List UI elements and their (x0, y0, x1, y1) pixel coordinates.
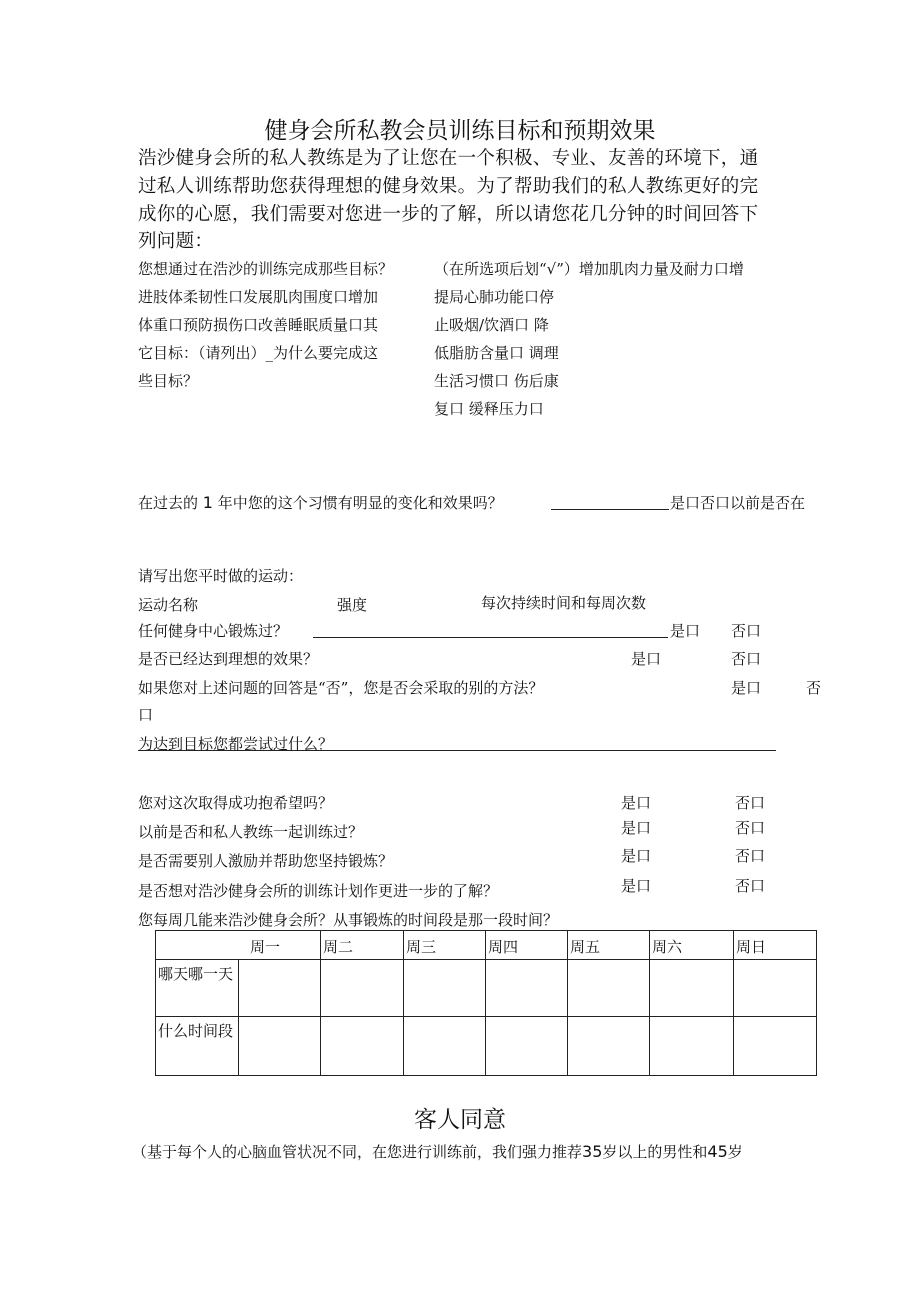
schedule-day-sun: 周日 (734, 931, 817, 960)
schedule-day-wed: 周三 (404, 931, 486, 960)
pt-before-no[interactable]: 否口 (735, 819, 766, 837)
schedule-row-time-label: 什么时间段 (156, 1017, 239, 1076)
schedule-cell[interactable] (568, 1017, 650, 1076)
schedule-day-fri: 周五 (568, 931, 650, 960)
need-motivation-yes[interactable]: 是口 (621, 847, 652, 865)
habit-question-after: 年中您的这个习惯有明显的变化和效果吗？ (217, 494, 503, 512)
learn-plan-yes[interactable]: 是口 (621, 877, 652, 895)
other-methods-yes[interactable]: 是口 (731, 679, 762, 697)
consent-text-c: 岁 (727, 1143, 743, 1161)
schedule-cell[interactable] (650, 1017, 734, 1076)
goals-left-line-3: 体重口预防损伤口改善睡眠质量口其 (138, 316, 379, 334)
learn-plan-no[interactable]: 否口 (735, 877, 766, 895)
schedule-cell[interactable] (321, 1017, 404, 1076)
exercise-col-intensity: 强度 (337, 596, 368, 614)
reached-goal-yes[interactable]: 是口 (631, 650, 662, 668)
tried-answer-line[interactable] (138, 750, 776, 751)
schedule-cell[interactable] (404, 1017, 486, 1076)
schedule-cell[interactable] (486, 960, 568, 1017)
goals-left-line-5: 些目标？ (138, 372, 199, 390)
reached-goal-no[interactable]: 否口 (731, 650, 762, 668)
gym-before-yes[interactable]: 是口 (670, 622, 701, 640)
goals-right-line-3: 止吸烟/饮酒口 降 (434, 316, 549, 334)
pt-before-yes[interactable]: 是口 (621, 819, 652, 837)
question-hope: 您对这次取得成功抱希望吗？ (138, 794, 334, 812)
hope-no[interactable]: 否口 (735, 794, 766, 812)
other-methods-no-box[interactable]: 口 (138, 706, 154, 724)
gym-before-no[interactable]: 否口 (731, 622, 762, 640)
goals-left-line-1: 您想通过在浩沙的训练完成那些目标？ (138, 260, 394, 278)
schedule-table (155, 930, 817, 1076)
question-weekly: 您每周几能来浩沙健身会所？从事锻炼的时间段是那一段时间？ (138, 911, 559, 929)
intro-line-1: 浩沙健身会所的私人教练是为了让您在一个积极、专业、友善的环境下，通 (138, 148, 759, 169)
schedule-cell[interactable] (568, 960, 650, 1017)
question-need-motivation: 是否需要别人激励并帮助您坚持锻炼？ (138, 852, 394, 870)
schedule-cell[interactable] (239, 960, 321, 1017)
schedule-cell[interactable] (404, 960, 486, 1017)
consent-age-men: 35 (582, 1142, 603, 1161)
question-reached-goal: 是否已经达到理想的效果？ (138, 650, 319, 668)
need-motivation-no[interactable]: 否口 (735, 847, 766, 865)
schedule-cell[interactable] (650, 960, 734, 1017)
intro-line-2: 过私人训练帮助您获得理想的健身效果。为了帮助我们的私人教练更好的完 (138, 176, 759, 197)
schedule-row-day-label: 哪天哪一天 (156, 960, 239, 1017)
habit-answer-line[interactable] (551, 509, 669, 510)
schedule-header-row (156, 931, 817, 960)
habit-question-before: 在过去的 (138, 494, 199, 512)
schedule-day-thu: 周四 (486, 931, 568, 960)
schedule-cell[interactable] (734, 1017, 817, 1076)
hope-yes[interactable]: 是口 (621, 794, 652, 812)
goals-right-line-4: 低脂肪含量口 调理 (434, 344, 559, 362)
consent-text (132, 1141, 743, 1162)
intro-line-3: 成你的心愿，我们需要对您进一步的了解，所以请您花几分钟的时间回答下 (138, 204, 759, 225)
other-methods-no[interactable]: 否 (806, 679, 822, 697)
schedule-row-day (156, 960, 817, 1017)
question-tried: 为达到目标您都尝试过什么？ (138, 735, 334, 753)
consent-title: 客人同意 (414, 1107, 506, 1133)
goals-right-line-5: 生活习惯口 伤后康 (434, 372, 559, 390)
schedule-cell[interactable] (239, 1017, 321, 1076)
schedule-day-tue: 周二 (321, 931, 404, 960)
habit-question-number: 1 (202, 493, 213, 512)
gym-before-answer-line[interactable] (313, 637, 668, 638)
consent-age-women: 45 (707, 1142, 728, 1161)
schedule-day-mon: 周一 (156, 931, 321, 960)
goals-left-line-2: 进肢体柔韧性口发展肌肉围度口增加 (138, 288, 379, 306)
exercise-prompt: 请写出您平时做的运动： (138, 567, 304, 585)
page-title: 健身会所私教会员训练目标和预期效果 (264, 118, 656, 144)
intro-line-4: 列问题： (138, 231, 214, 252)
goals-right-line-2: 提局心肺功能口停 (434, 288, 555, 306)
consent-text-b: 岁以上的男性和 (602, 1143, 708, 1161)
schedule-row-time (156, 1017, 817, 1076)
habit-question (138, 492, 503, 513)
goals-left-line-4: 它目标：（请列出）_为什么要完成这 (138, 344, 379, 362)
goals-right-line-6: 复口 缓释压力口 (434, 400, 544, 418)
goals-right-line-1: （在所选项后划“√”）增加肌肉力量及耐力口增 (434, 260, 744, 278)
schedule-cell[interactable] (486, 1017, 568, 1076)
question-pt-before: 以前是否和私人教练一起训练过？ (138, 823, 364, 841)
question-gym-before: 任何健身中心锻炼过？ (138, 622, 289, 640)
schedule-cell[interactable] (734, 960, 817, 1017)
habit-options[interactable]: 是口否口以前是否在 (670, 494, 806, 512)
consent-text-a: （基于每个人的心脑血管状况不同，在您进行训练前，我们强力推荐 (132, 1143, 583, 1161)
question-learn-plan: 是否想对浩沙健身会所的训练计划作更进一步的了解？ (138, 882, 499, 900)
exercise-col-duration: 每次持续时间和每周次数 (481, 594, 647, 612)
schedule-day-sat: 周六 (650, 931, 734, 960)
question-other-methods: 如果您对上述问题的回答是“否”，您是否会采取的别的方法？ (138, 679, 544, 697)
schedule-cell[interactable] (321, 960, 404, 1017)
exercise-col-name: 运动名称 (138, 596, 199, 614)
